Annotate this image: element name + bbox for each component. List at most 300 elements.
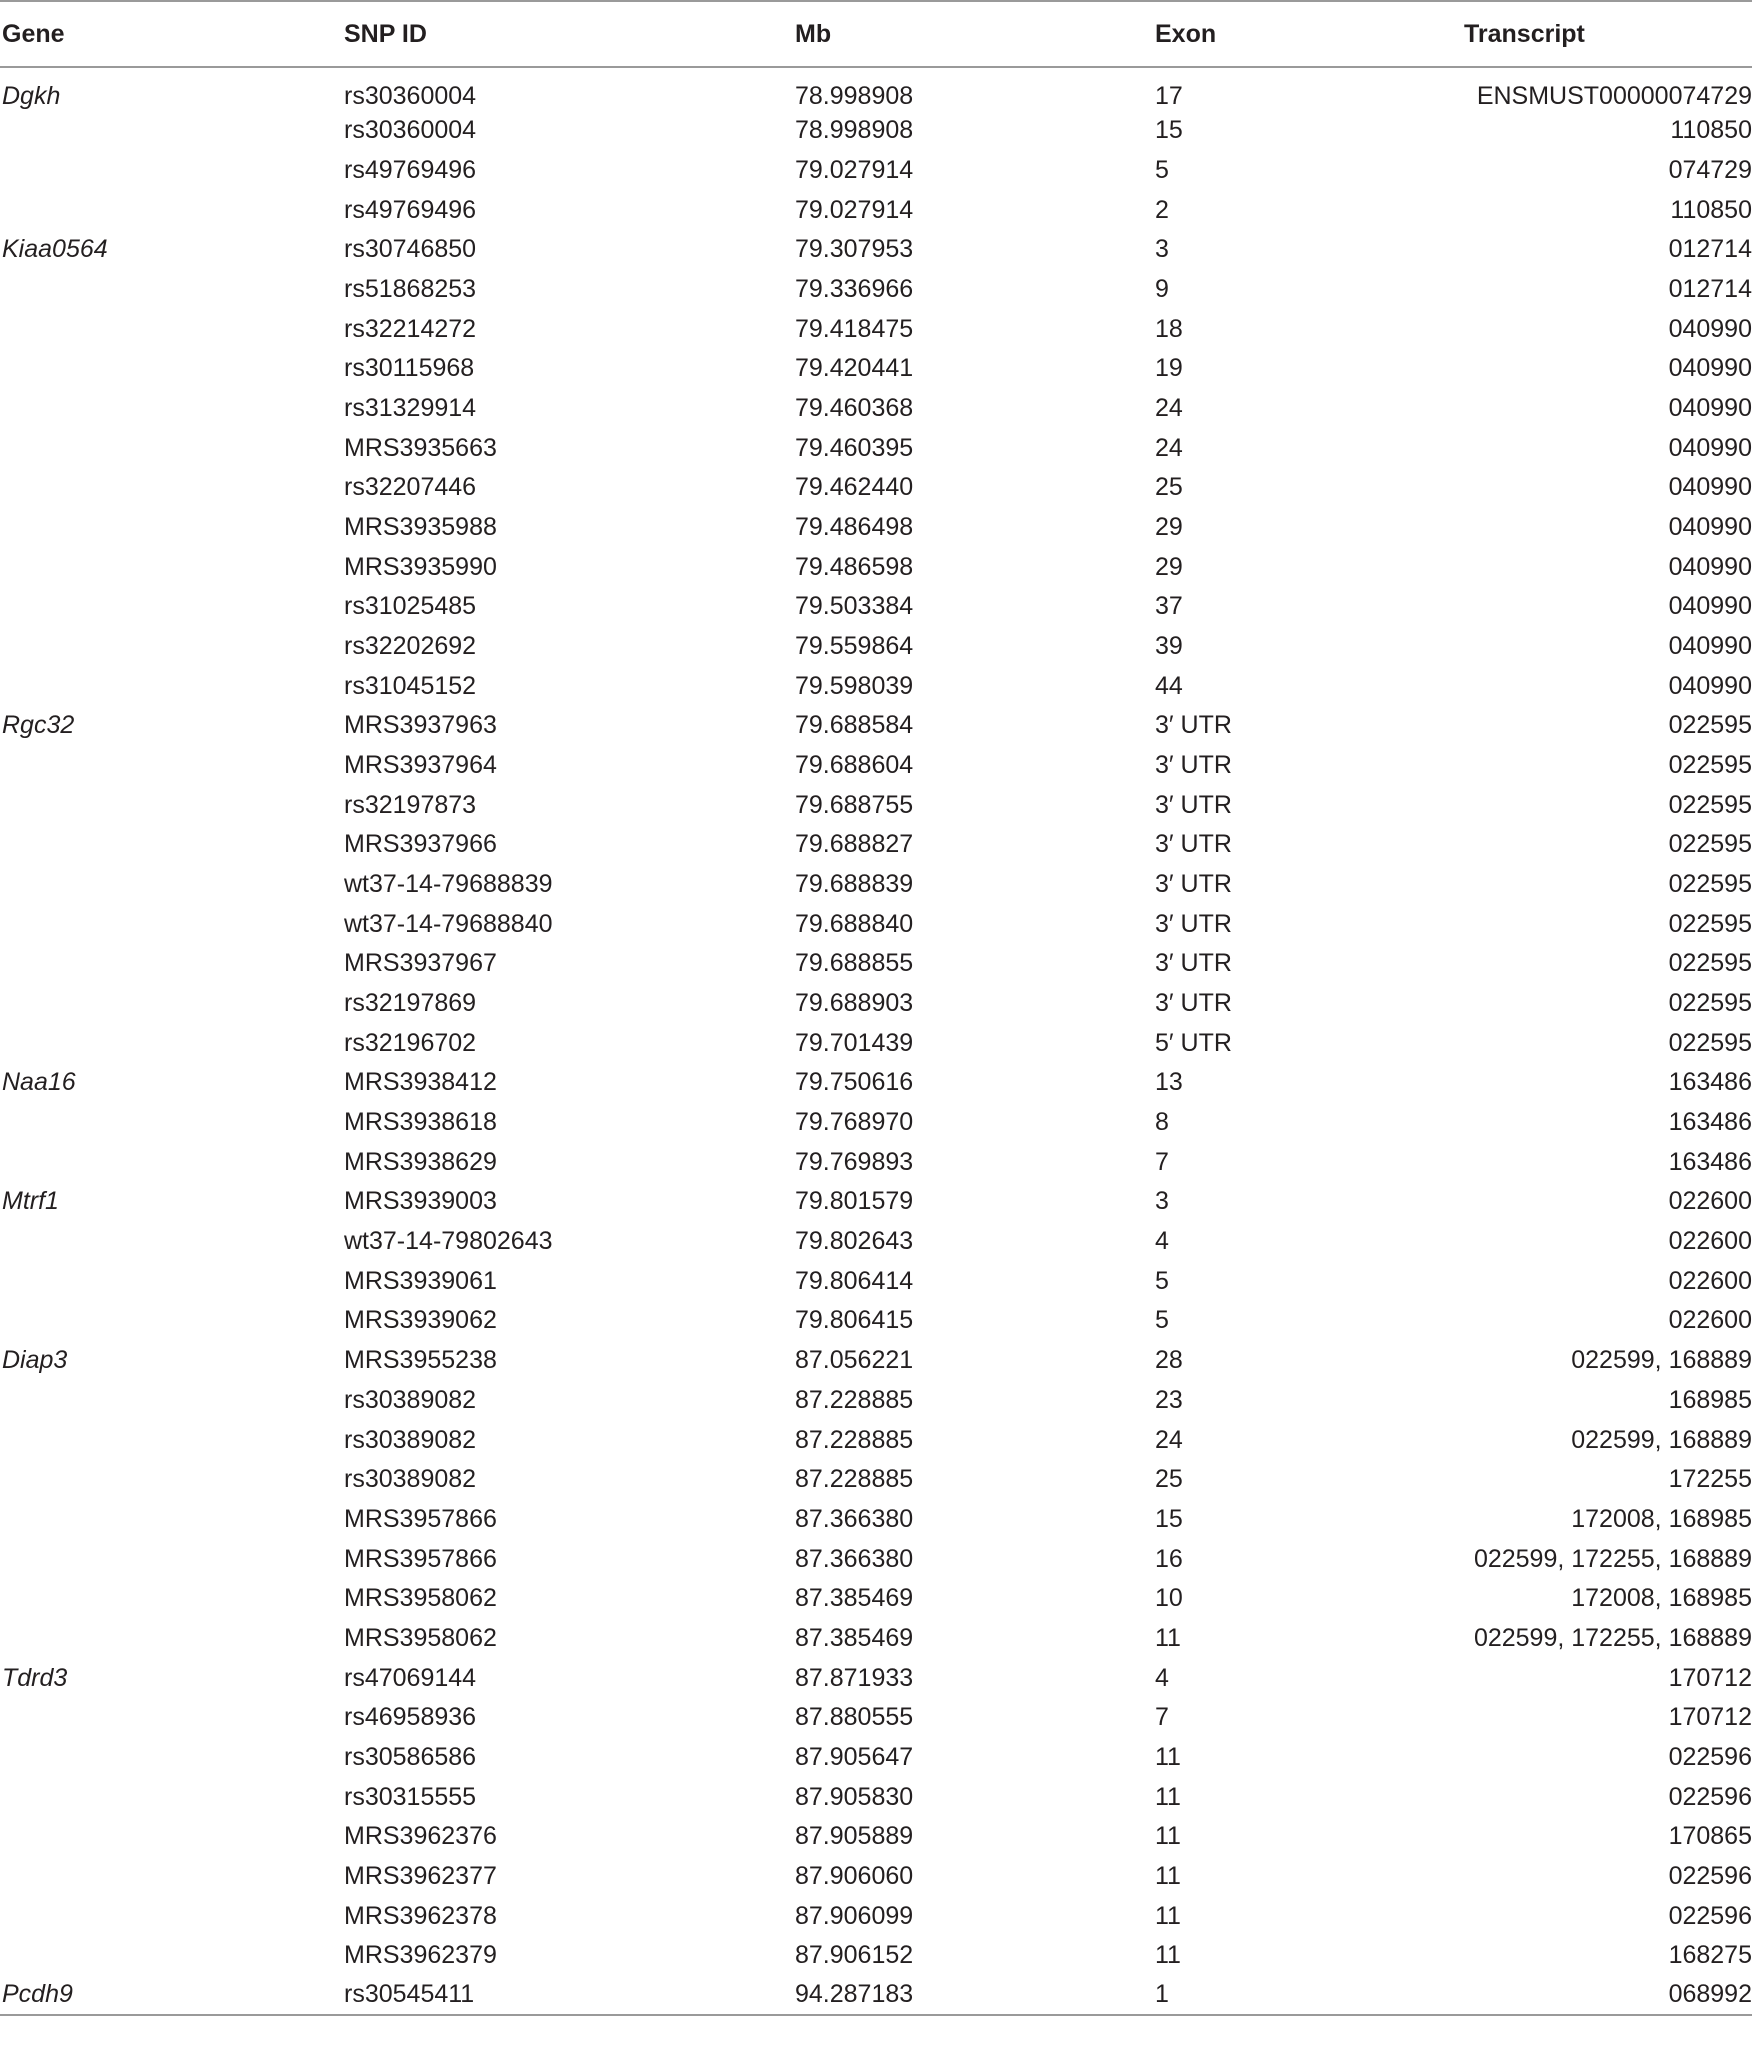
cell-transcript: 022596 [1668,1901,1752,1930]
cell-transcript: 022596 [1668,1861,1752,1890]
table-row [0,349,1752,389]
cell-exon: 3 [1155,235,1169,264]
cell-transcript: 022599, 172255, 168889 [1473,1623,1752,1652]
cell-transcript: 022595 [1668,830,1752,859]
cell-transcript: 170712 [1668,1703,1752,1732]
cell-gene [0,1023,342,1063]
cell-exon: 8 [1155,1108,1169,1137]
cell-mb: 79.307953 [795,235,914,264]
header-snp-id: SNP ID [342,1,793,67]
cell-snp-id: rs32207446 [344,473,477,502]
cell-snp-id: rs30389082 [344,1385,477,1414]
cell-transcript: 022599, 172255, 168889 [1473,1544,1752,1573]
cell-exon: 3′ UTR [1155,909,1232,938]
cell-gene [0,190,342,230]
table-row [0,1142,1752,1182]
cell-snp-id: rs30115968 [344,354,475,383]
cell-exon: 4 [1155,1227,1169,1256]
cell-snp-id: MRS3937963 [344,711,497,740]
cell-gene [0,865,342,905]
cell-snp-id: rs32202692 [344,632,477,661]
cell-exon: 19 [1155,354,1183,383]
cell-snp-id: MRS3935988 [344,513,497,542]
cell-gene [0,1936,342,1976]
cell-snp-id: MRS3935990 [344,552,497,581]
cell-gene: Kiaa0564 [2,235,108,264]
table-row [0,67,1752,111]
cell-transcript: 172255 [1668,1465,1752,1494]
table-row [0,1222,1752,1262]
cell-snp-id: MRS3957866 [344,1504,497,1533]
cell-mb: 78.998908 [795,116,914,145]
table-row [0,1381,1752,1421]
cell-exon: 18 [1155,314,1183,343]
table-row [0,627,1752,667]
cell-exon: 15 [1155,116,1183,145]
table-row [0,1579,1752,1619]
cell-mb: 94.287183 [793,1976,1153,2016]
cell-exon: 15 [1155,1504,1183,1533]
cell-gene: Tdrd3 [2,1663,68,1692]
table-row [0,190,1752,230]
cell-transcript: 022600 [1668,1227,1752,1256]
cell-transcript: 068992 [1464,1976,1752,2016]
cell-gene [0,111,342,151]
cell-snp-id: MRS3962377 [344,1861,497,1890]
cell-transcript: 022595 [1668,711,1752,740]
cell-mb: 87.228885 [795,1385,914,1414]
cell-gene: Dgkh [2,82,61,110]
cell-exon: 39 [1155,632,1183,661]
cell-snp-id: MRS3958062 [344,1623,497,1652]
cell-exon: 3′ UTR [1155,870,1232,899]
table-row [0,746,1752,786]
cell-transcript: 172008, 168985 [1571,1584,1752,1613]
cell-exon: 2 [1155,195,1169,224]
cell-transcript: 022599, 168889 [1571,1425,1752,1454]
table-body [0,67,1752,2015]
cell-snp-id: rs30360004 [344,82,477,110]
cell-transcript: 110850 [1670,116,1752,145]
cell-snp-id: rs30586586 [344,1742,477,1771]
cell-snp-id: wt37-14-79802643 [344,1227,553,1256]
cell-mb: 87.906152 [795,1941,914,1970]
table-row [0,547,1752,587]
cell-transcript: 170712 [1668,1663,1752,1692]
table-row [0,1976,1752,2016]
cell-snp-id: MRS3962379 [344,1941,497,1970]
table-row [0,1658,1752,1698]
cell-gene [0,627,342,667]
cell-mb: 87.871933 [795,1663,914,1692]
cell-exon: 5 [1155,1306,1169,1335]
cell-mb: 79.418475 [795,314,914,343]
cell-mb: 87.906099 [795,1901,914,1930]
cell-gene [0,1500,342,1540]
cell-gene: Mtrf1 [2,1187,59,1216]
cell-mb: 79.486598 [795,552,914,581]
table-row [0,309,1752,349]
cell-snp-id: rs30545411 [342,1976,793,2016]
table-row [0,785,1752,825]
cell-mb: 79.462440 [795,473,914,502]
table-row [0,270,1752,310]
cell-mb: 79.027914 [795,195,914,224]
table-row [0,1738,1752,1778]
cell-gene [0,746,342,786]
cell-gene [0,1777,342,1817]
cell-snp-id: MRS3958062 [344,1584,497,1613]
cell-transcript: 040990 [1668,552,1752,581]
cell-gene [0,1301,342,1341]
cell-exon: 25 [1155,1465,1183,1494]
cell-gene [0,1142,342,1182]
cell-exon: 13 [1155,1068,1183,1097]
cell-transcript: 022596 [1668,1742,1752,1771]
cell-exon: 29 [1155,552,1183,581]
cell-mb: 78.998908 [795,82,914,110]
cell-transcript: 022600 [1668,1266,1752,1295]
cell-snp-id: MRS3938412 [344,1068,497,1097]
cell-mb: 79.559864 [795,632,914,661]
cell-exon: 11 [1155,1782,1181,1811]
table-row [0,904,1752,944]
cell-exon: 9 [1155,275,1169,304]
cell-snp-id: rs49769496 [344,156,477,184]
cell-snp-id: rs46958936 [344,1703,477,1732]
table-row [0,1182,1752,1222]
cell-mb: 79.688839 [795,870,914,899]
cell-mb: 79.806414 [795,1266,914,1295]
cell-gene [0,587,342,627]
cell-snp-id: MRS3962378 [344,1901,497,1930]
table-row [0,1420,1752,1460]
cell-mb: 79.701439 [795,1028,914,1057]
cell-exon: 11 [1155,1742,1181,1771]
table-row [0,1936,1752,1976]
cell-snp-id: MRS3955238 [344,1346,497,1375]
table-row [0,1817,1752,1857]
header-transcript: Transcript [1464,1,1752,67]
cell-gene [0,1698,342,1738]
cell-snp-id: rs51868253 [344,275,477,304]
cell-snp-id: rs32196702 [344,1028,477,1057]
cell-transcript: 040990 [1668,354,1752,383]
cell-exon: 17 [1155,82,1183,110]
cell-exon: 11 [1155,1901,1181,1930]
table-row [0,1896,1752,1936]
cell-exon: 23 [1155,1385,1183,1414]
cell-gene [0,547,342,587]
cell-transcript: 163486 [1668,1147,1752,1176]
cell-gene [0,1222,342,1262]
table-row [0,1301,1752,1341]
table-row [0,1063,1752,1103]
cell-gene: Rgc32 [2,711,75,740]
cell-transcript: 022600 [1668,1187,1752,1216]
cell-snp-id: rs30389082 [344,1465,477,1494]
cell-exon: 11 [1155,1861,1181,1890]
cell-snp-id: rs47069144 [344,1663,477,1692]
table-row [0,944,1752,984]
cell-snp-id: rs30315555 [344,1782,477,1811]
cell-mb: 79.806415 [795,1306,914,1335]
cell-mb: 79.688840 [795,909,914,938]
cell-transcript: 168275 [1668,1941,1752,1970]
cell-transcript: 040990 [1668,433,1752,462]
cell-exon: 11 [1155,1623,1181,1652]
cell-snp-id: MRS3939061 [344,1266,497,1295]
cell-mb: 79.598039 [795,671,914,700]
cell-snp-id: rs32197873 [344,790,477,819]
cell-snp-id: MRS3938629 [344,1147,497,1176]
cell-mb: 79.768970 [795,1108,914,1137]
cell-mb: 87.905647 [795,1742,914,1771]
cell-exon: 25 [1155,473,1183,502]
table-row [0,1460,1752,1500]
table-row [0,151,1752,191]
cell-exon: 5 [1155,156,1169,184]
cell-snp-id: rs31045152 [344,671,477,700]
cell-mb: 87.366380 [795,1504,914,1533]
cell-snp-id: rs31025485 [344,592,477,621]
cell-exon: 3 [1155,1187,1169,1216]
table-row [0,1619,1752,1659]
cell-gene [0,825,342,865]
cell-mb: 87.228885 [795,1465,914,1494]
cell-snp-id: MRS3937964 [344,751,497,780]
table-row [0,1261,1752,1301]
cell-exon: 24 [1155,433,1183,462]
cell-transcript: 012714 [1668,235,1752,264]
table-row [0,865,1752,905]
cell-exon: 28 [1155,1346,1183,1375]
cell-snp-id: MRS3957866 [344,1544,497,1573]
cell-exon: 24 [1155,1425,1183,1454]
cell-exon: 3′ UTR [1155,989,1232,1018]
header-mb: Mb [793,1,1153,67]
cell-mb: 79.688903 [795,989,914,1018]
cell-mb: 79.688855 [795,949,914,978]
cell-gene [0,785,342,825]
cell-transcript: 170865 [1668,1822,1752,1851]
cell-mb: 87.385469 [795,1623,914,1652]
cell-mb: 79.688604 [795,751,914,780]
cell-mb: 79.486498 [795,513,914,542]
cell-mb: 87.056221 [795,1346,914,1375]
cell-snp-id: MRS3938618 [344,1108,497,1137]
cell-transcript: 022600 [1668,1306,1752,1335]
cell-transcript: 022596 [1668,1782,1752,1811]
table-row [0,111,1752,151]
table-row [0,1777,1752,1817]
table-row [0,706,1752,746]
cell-gene [0,944,342,984]
cell-exon: 7 [1155,1147,1169,1176]
cell-exon: 3′ UTR [1155,830,1232,859]
table-row [0,587,1752,627]
cell-gene [0,468,342,508]
cell-gene [0,1381,342,1421]
table-header [0,1,1752,67]
cell-mb: 87.228885 [795,1425,914,1454]
cell-snp-id: rs30360004 [344,116,477,145]
cell-mb: 87.366380 [795,1544,914,1573]
cell-snp-id: wt37-14-79688840 [344,909,553,938]
cell-snp-id: MRS3962376 [344,1822,497,1851]
cell-transcript: 022599, 168889 [1571,1346,1752,1375]
cell-mb: 87.385469 [795,1584,914,1613]
cell-gene [0,508,342,548]
cell-exon: 11 [1155,1822,1181,1851]
cell-transcript: 040990 [1668,473,1752,502]
cell-gene: Diap3 [2,1346,68,1375]
cell-snp-id: rs32197869 [344,989,477,1018]
cell-gene [0,1857,342,1897]
cell-transcript: 040990 [1668,671,1752,700]
cell-snp-id: MRS3937966 [344,830,497,859]
cell-snp-id: rs30746850 [344,235,477,264]
cell-mb: 79.801579 [795,1187,914,1216]
cell-mb: 79.750616 [795,1068,914,1097]
cell-transcript: 040990 [1668,632,1752,661]
table-row [0,1698,1752,1738]
cell-transcript: 172008, 168985 [1571,1504,1752,1533]
cell-exon: 5 [1155,1266,1169,1295]
cell-transcript: ENSMUST00000074729 [1476,82,1752,110]
cell-exon: 1 [1153,1976,1464,2016]
cell-snp-id: rs31329914 [344,394,477,423]
cell-snp-id: rs32214272 [344,314,477,343]
cell-transcript: 022595 [1668,949,1752,978]
cell-gene: Naa16 [2,1068,76,1097]
header-exon: Exon [1153,1,1464,67]
cell-mb: 79.460395 [795,433,914,462]
cell-exon: 4 [1155,1663,1169,1692]
table-row [0,666,1752,706]
cell-mb: 87.905889 [795,1822,914,1851]
table-row [0,389,1752,429]
cell-transcript: 040990 [1668,592,1752,621]
table-row [0,1500,1752,1540]
cell-mb: 79.688827 [795,830,914,859]
table-row [0,428,1752,468]
cell-snp-id: MRS3939062 [344,1306,497,1335]
cell-mb: 87.906060 [795,1861,914,1890]
cell-gene [0,1103,342,1143]
cell-transcript: 022595 [1668,790,1752,819]
table-row [0,230,1752,270]
table-row [0,1103,1752,1143]
cell-gene [0,1539,342,1579]
cell-transcript: 040990 [1668,513,1752,542]
cell-gene [0,1460,342,1500]
table-row [0,1539,1752,1579]
cell-snp-id: rs49769496 [344,195,477,224]
cell-transcript: 022595 [1668,870,1752,899]
cell-mb: 87.880555 [795,1703,914,1732]
cell-gene [0,1738,342,1778]
cell-exon: 11 [1155,1941,1181,1970]
cell-gene [0,1896,342,1936]
cell-mb: 79.688584 [795,711,914,740]
table-row [0,1023,1752,1063]
cell-snp-id: MRS3937967 [344,949,497,978]
cell-snp-id: MRS3935663 [344,433,497,462]
cell-gene [0,151,342,191]
cell-exon: 10 [1155,1584,1183,1613]
cell-snp-id: wt37-14-79688839 [344,870,553,899]
cell-exon: 3′ UTR [1155,751,1232,780]
cell-transcript: 012714 [1668,275,1752,304]
cell-mb: 79.420441 [795,354,914,383]
cell-gene [0,1420,342,1460]
cell-exon: 3′ UTR [1155,949,1232,978]
cell-transcript: 074729 [1668,156,1752,184]
cell-gene [0,428,342,468]
cell-exon: 3′ UTR [1155,711,1232,740]
cell-exon: 37 [1155,592,1183,621]
table-row [0,1857,1752,1897]
cell-exon: 7 [1155,1703,1169,1732]
cell-transcript: 168985 [1668,1385,1752,1414]
cell-mb: 79.336966 [795,275,914,304]
cell-gene [0,270,342,310]
table-row [0,508,1752,548]
cell-transcript: 022595 [1668,989,1752,1018]
cell-transcript: 022595 [1668,909,1752,938]
cell-gene [0,1817,342,1857]
table-row [0,825,1752,865]
cell-gene [0,666,342,706]
table-row [0,468,1752,508]
cell-exon: 3′ UTR [1155,790,1232,819]
cell-snp-id: rs30389082 [344,1425,477,1454]
cell-mb: 87.905830 [795,1782,914,1811]
cell-gene [0,309,342,349]
table-row [0,984,1752,1024]
cell-mb: 79.802643 [795,1227,914,1256]
cell-transcript: 022595 [1668,751,1752,780]
cell-exon: 24 [1155,394,1183,423]
cell-snp-id: MRS3939003 [344,1187,497,1216]
cell-mb: 79.027914 [795,156,914,184]
cell-gene [0,349,342,389]
cell-mb: 79.688755 [795,790,914,819]
cell-mb: 79.460368 [795,394,914,423]
table-row [0,1341,1752,1381]
cell-gene [0,389,342,429]
cell-transcript: 040990 [1668,394,1752,423]
cell-gene [0,984,342,1024]
cell-mb: 79.769893 [795,1147,914,1176]
cell-gene [0,1579,342,1619]
cell-gene [0,1619,342,1659]
cell-transcript: 022595 [1668,1028,1752,1057]
cell-gene [0,904,342,944]
cell-transcript: 163486 [1668,1108,1752,1137]
cell-exon: 16 [1155,1544,1183,1573]
cell-exon: 44 [1155,671,1183,700]
cell-transcript: 040990 [1668,314,1752,343]
header-row [0,1,1752,67]
cell-transcript: 110850 [1670,195,1752,224]
cell-gene [0,1261,342,1301]
cell-mb: 79.503384 [795,592,914,621]
cell-gene: Pcdh9 [0,1976,342,2016]
cell-transcript: 163486 [1668,1068,1752,1097]
cell-exon: 29 [1155,513,1183,542]
